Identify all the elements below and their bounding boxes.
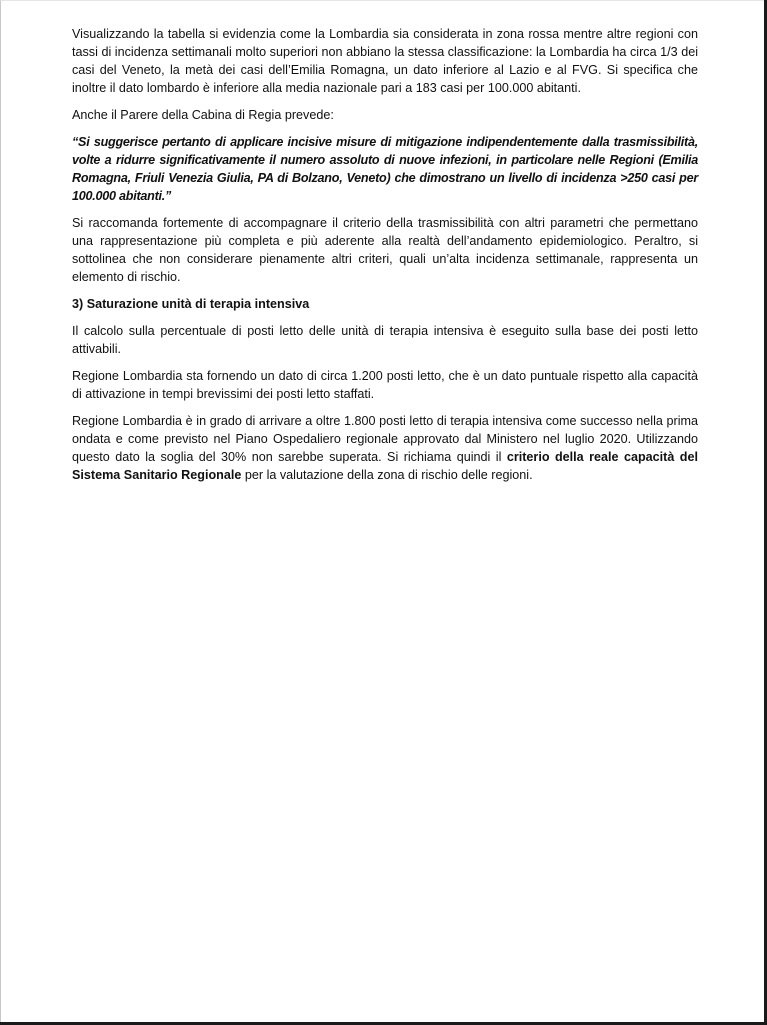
- paragraph-capacita-sistema-sanitario: [72, 412, 698, 484]
- quote-parere-cabina-di-regia: “Si suggerisce pertanto di applicare incisive misure di mitigazione indipendentemente dalla trasmissibilità, volte a ridurre significativamente il numero assoluto di nuove infezioni, in particolare nelle Regioni (Emilia Romagna, Friuli Venezia Giulia, PA di Bolzano, Veneto) che dimostrano un livello di incidenza >250 casi per 100.000 abitanti.”: [72, 135, 698, 203]
- paragraph-text-before: Regione Lombardia è in grado di arrivare a oltre 1.800 posti letto di terapia intensiva come successo nella prima ondata e come previsto nel Piano Ospedaliero regionale approvato dal Ministero nel luglio 2020. Utilizzando questo dato la soglia del 30% non sarebbe superata. Si richiama quindi il: [72, 414, 698, 464]
- section-heading-terapia-intensiva: 3) Saturazione unità di terapia intensiva: [72, 297, 310, 311]
- document-body: [72, 25, 698, 493]
- paragraph-lombardia-zona-rossa: Visualizzando la tabella si evidenzia come la Lombardia sia considerata in zona rossa mentre altre regioni con tassi di incidenza settimanali molto superiori non abbiano la stessa classificazione: la Lombardia ha circa 1/3 dei casi del Veneto, la metà dei casi dell’Emilia Romagna, un dato inferiore al Lazio e al FVG. Si specifica che inoltre il dato lombardo è inferiore alla media nazionale pari a 183 casi per 100.000 abitanti.: [72, 27, 698, 95]
- paragraph-criterio-trasmissibilita: Si raccomanda fortemente di accompagnare il criterio della trasmissibilità con altri parametri che permettano una rappresentazione più completa e più aderente alla realtà dell’andamento epidemiologico. Peraltro, si sottolinea che non considerare pienamente altri criteri, quali un’alta incidenza settimanale, rappresenta un elemento di rischio.: [72, 216, 698, 284]
- paragraph-calcolo-posti-letto: Il calcolo sulla percentuale di posti letto delle unità di terapia intensiva è eseguito sulla base dei posti letto attivabili.: [72, 324, 698, 356]
- paragraph-dato-posti-letto: Regione Lombardia sta fornendo un dato di circa 1.200 posti letto, che è un dato puntuale rispetto alla capacità di attivazione in tempi brevissimi dei posti letto staffati.: [72, 369, 698, 401]
- paragraph-text-after: per la valutazione della zona di rischio delle regioni.: [241, 468, 533, 482]
- bold-criterio-reale-capacita: criterio della reale capacità del Sistema Sanitario Regionale: [72, 450, 699, 482]
- paragraph-cabina-di-regia: Anche il Parere della Cabina di Regia prevede:: [72, 108, 334, 122]
